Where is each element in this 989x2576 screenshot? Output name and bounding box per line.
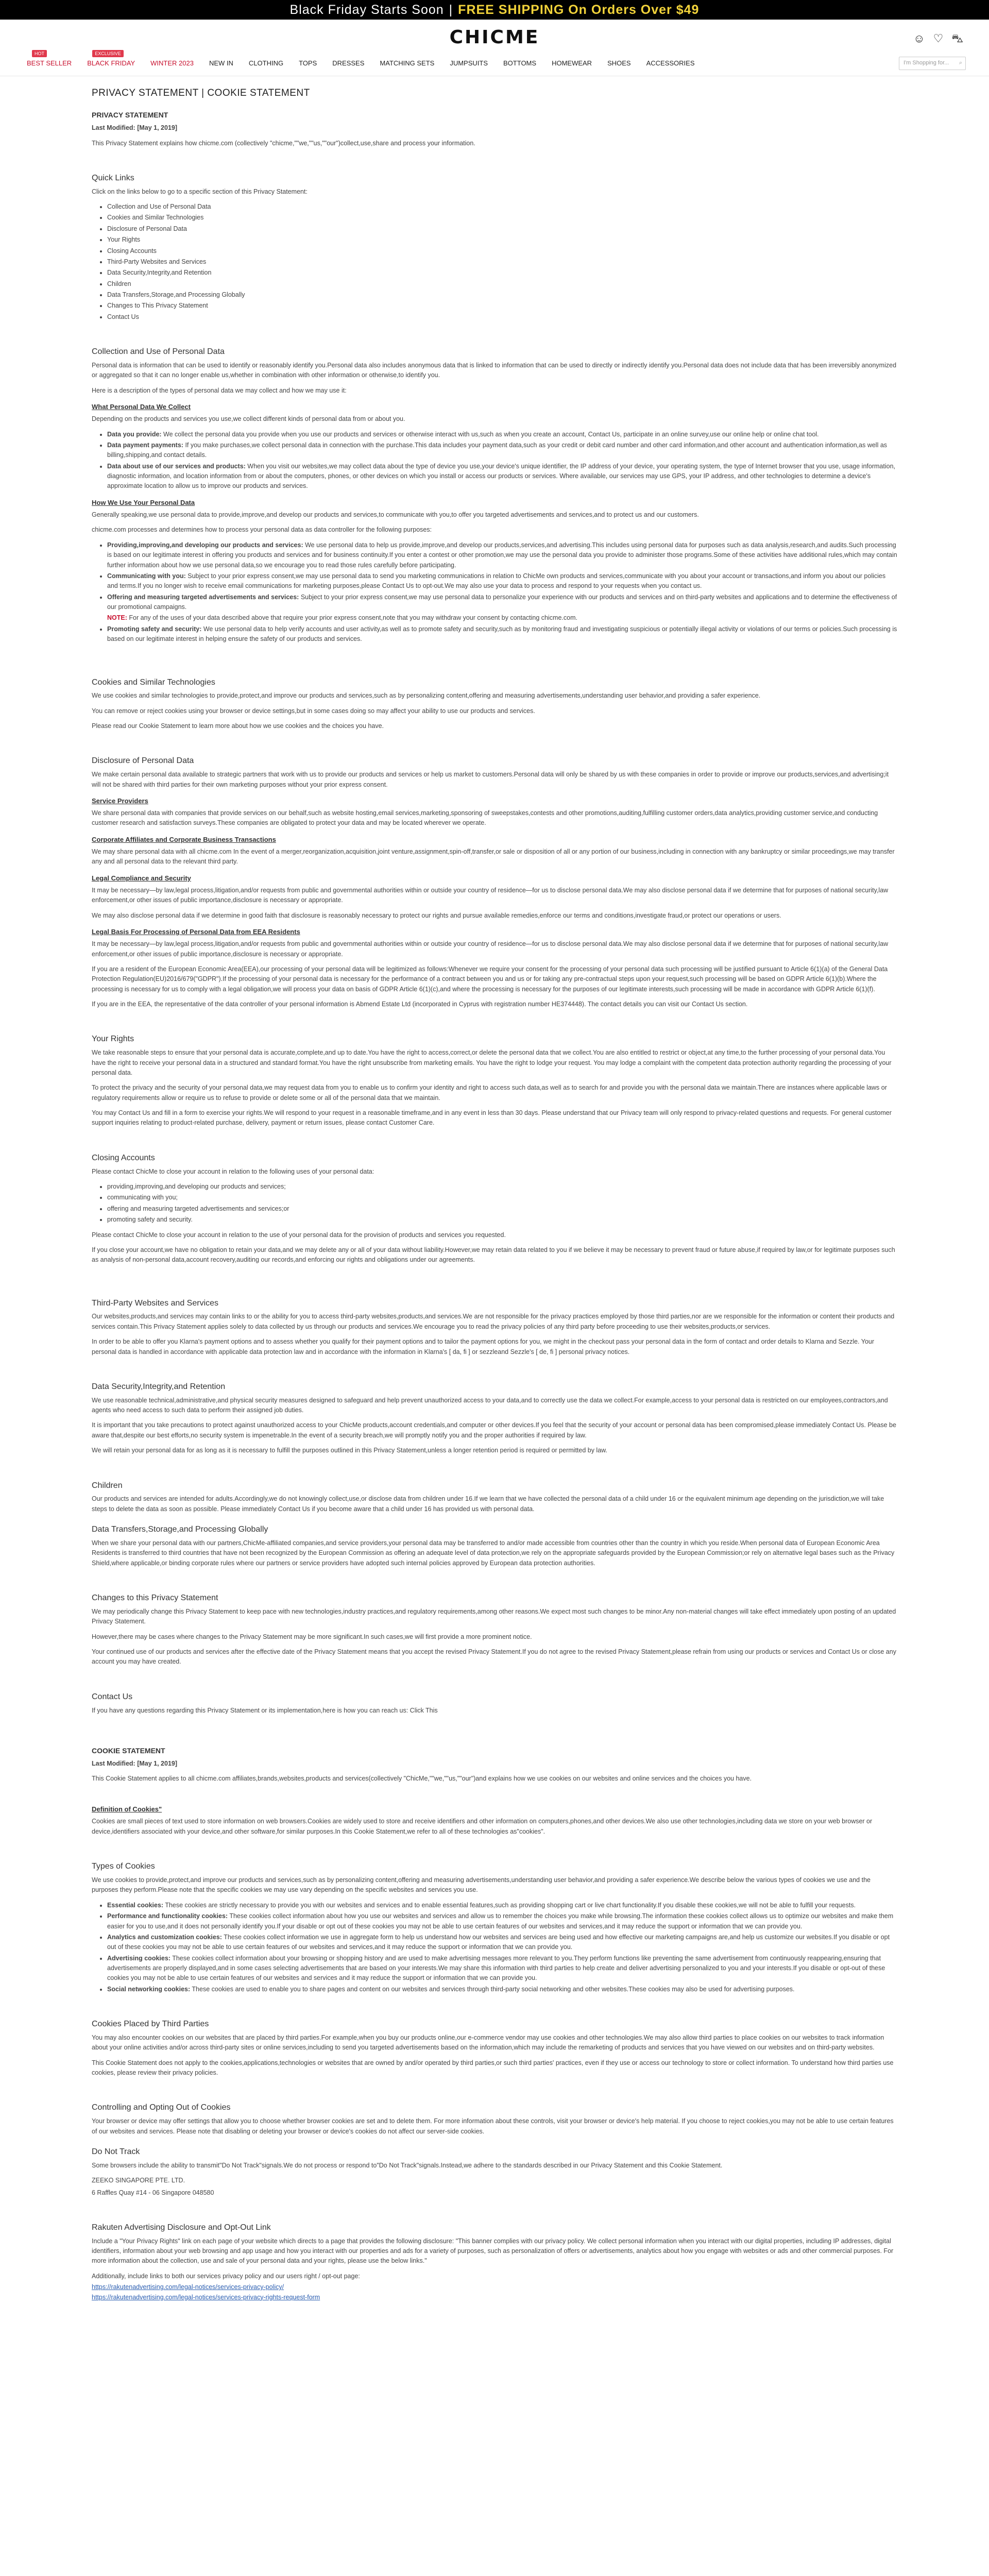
cookie-third-p1: You may also encounter cookies on our websites that are placed by third parties.For example,when you buy our products online,our e-commerce vendor may use cookies and other technologies.We may also allow third parties to place cookies on our websites to track information about your online activities and/or across third-party sites or online services,including to send you targeted advertisements based on the information,which may include the remarketing of products and services that you have viewed on our websites and on third-party websites. (92, 2033, 884, 2052)
eea-title: Legal Basis For Processing of Personal Data from EEA Residents (92, 928, 300, 936)
nav-badge: HOT (32, 50, 47, 57)
cookie-def-p: Cookies are small pieces of text used to store information on web browsers.Cookies are widely used to store and receive identifiers and other information on computers,phones,and other devices.We also use other technologies,including data we store on your web browser or device,identifiers associated with your device,and other software,for similar purposes.In this Cookie Statement,we refer to all of these technologies as"cookies". (92, 1818, 873, 1835)
closing-item: • offering and measuring targeted advertisements and services;or (107, 1204, 897, 1214)
rights-p1: We take reasonable steps to ensure that your personal data is accurate,complete,and up to date.You have the right to access,correct,or delete the personal data that we collect.You are also entitled to restrict or object,at any time,to the further processing of your personal data.You have the right to receive your personal data in a structured and standard format.You have the right unsubscribe from marketing emails. You have the right to lodge your request. You may lodge a complaint with the competent data protection authority regarding the processing of your personal data. (92, 1049, 892, 1076)
security-title: Data Security,Integrity,and Retention (92, 1382, 226, 1391)
cookie-type-item (107, 1901, 897, 1910)
how-item-label: NOTE: (107, 614, 127, 622)
cookie-type-text: These cookies collect information we use in aggregate form to help us understand how our websites and services are being used and how effective our marketing campaigns are,and help us customize our websites.If you disable or opt out of these cookies you may not be able to use certain features of our websites and services,and it may reduce the support or information that we can provide you. (107, 1933, 890, 1951)
site-header (0, 20, 989, 52)
how-item (107, 624, 897, 645)
transfers-p: When we share your personal data with our partners,ChicMe-affiliated companies,and service providers,your personal data may be transferred to and/or made accessible from countries other than the country in which you reside.When personal data of European Economic Area Residents is transferred to third countries that have not been recognized by the European Commission as offering an adequate level of data protection,we rely on the appropriate safeguards provided by the European Commission;or rely on alternative legal bases such as the Privacy Shield,where applicable,or binding corporate rules where our partners or service providers have adopted such internal policies approved by European data protection authorities. (92, 1539, 895, 1567)
cookie-dnt-p: Some browsers include the ability to transmit"Do Not Track"signals.We do not process or respond to"Do Not Track"signals.Instead,we adhere to the standards described in our Privacy Statement and this Cookie Statement. (92, 2161, 723, 2169)
closing-list (107, 1182, 897, 1225)
legal-title: Legal Compliance and Security (92, 874, 191, 882)
nav-item[interactable] (249, 58, 283, 69)
providers-title: Service Providers (92, 796, 148, 805)
cookies-title: Cookies and Similar Technologies (92, 677, 215, 687)
cookie-heading: COOKIE STATEMENT (92, 1746, 165, 1755)
cookie-def-title: Definition of Cookies" (92, 1805, 162, 1814)
how-item (107, 571, 897, 591)
nav-item[interactable] (332, 58, 364, 69)
cookies-p1: We use cookies and similar technologies to provide,protect,and improve our products and services,such as by personalizing content,offering and measuring advertisements,understanding user behavior,and providing a safer experience. (92, 692, 761, 700)
how-list (107, 540, 897, 645)
rakuten-links-intro: Additionally, include links to both our services privacy policy and our users right / opt-out page: (92, 2272, 360, 2280)
rights-p2: To protect the privacy and the security of your personal data,we may request data from you to enable us to confirm your identity and right to access such data,as well as to search for and provide you with the personal data we maintain.There are instances where applicable laws or regulatory requirements allow or require us to refuse to provide or delete some or all of the personal data that we maintain. (92, 1084, 887, 1101)
collection-title: Collection and Use of Personal Data (92, 347, 225, 357)
cookie-type-label: Advertising cookies: (107, 1954, 170, 1962)
cookie-last-modified: Last Modified: [May 1, 2019] (92, 1759, 178, 1767)
security-p1: We use reasonable technical,administrative,and physical security measures designed to safeguard and help prevent unauthorized access to your data,and to correctly use the data we collect.For example,access to your personal data is restricted on our employees,contractors,and agents who need access to such data to perform their assigned job duties. (92, 1396, 888, 1414)
nav-item-label: WINTER 2023 (150, 59, 194, 67)
nav-item[interactable] (380, 58, 434, 69)
what-item-label: Data you provide: (107, 430, 162, 438)
quick-link[interactable]: • Disclosure of Personal Data (107, 224, 897, 234)
changes-p3: Your continued use of our products and services after the effective date of the Privacy Statement means that you accept the revised Privacy Statement.If you do not agree to the revised Privacy Statement,please refrain from using our products or services and Contact Us or close any account you may have created. (92, 1648, 896, 1666)
cookies-p3: Please read our Cookie Statement to learn more about how we use cookies and the choices you have. (92, 722, 384, 730)
breadcrumb: PRIVACY STATEMENT | COOKIE STATEMENT (92, 88, 310, 98)
cookie-type-item (107, 1933, 897, 1953)
nav-item-label: ACCESSORIES (646, 59, 695, 67)
closing-intro: Please contact ChicMe to close your account in relation to the following uses of your personal data: (92, 1167, 374, 1175)
how-item-label: Providing,improving,and developing our products and services: (107, 541, 303, 549)
user-icon[interactable]: ☺ (913, 32, 925, 45)
affiliates-title: Corporate Affiliates and Corporate Business Transactions (92, 835, 276, 843)
closing-item: • providing,improving,and developing our products and services; (107, 1182, 897, 1192)
cookie-dnt-title: Do Not Track (92, 2147, 140, 2156)
nav-item-label: MATCHING SETS (380, 59, 435, 67)
what-item-label: Data payment payments: (107, 441, 183, 449)
changes-p2: However,there may be cases where changes to the Privacy Statement may be more significant.In such cases,we will first provide a more prominent notice. (92, 1633, 532, 1640)
third-p2: In order to be able to offer you Klarna's payment options and to assess whether you qualify for their payment options and to tailor the payment options for you, we might in the checkout pass your personal data in the form of contact and order details to Klarna and Sezzle. Your personal data is handled in accordance with applicable data protection law and in accordance with the information in Klarna's [ da, fi ] or sezzleand Sezzle's [ de, fi ] personal privacy notices. (92, 1338, 875, 1355)
cookie-type-item (107, 1911, 897, 1931)
search-placeholder: I'm Shopping for... (903, 60, 949, 66)
quick-link[interactable]: • Collection and Use of Personal Data (107, 202, 897, 212)
cookie-third-p2: This Cookie Statement does not apply to the cookies,applications,technologies or websites that are owned by and/or operated by third parties,or such third parties' practices, even if they use or access our technology to store or collect information. To understand how third parties use cookies, please review their privacy policies. (92, 2059, 894, 2077)
promo-banner[interactable] (0, 0, 989, 20)
quick-link[interactable]: • Data Transfers,Storage,and Processing Globally (107, 290, 897, 300)
cookie-type-text: These cookies are used to enable you to share pages and content on our websites and services through third-party social networking and other websites.These cookies may also be used for advertising purposes. (190, 1985, 795, 1993)
cookie-type-text: These cookies collect information about how you use our websites and services and allow us to remember the choices you make while browsing.The information these cookies collect allows us to optimize our websites and make them easier for you to use,and it does not personally identify you.If your disable or opt out of these cookies you may not be able to use certain features of our websites and services,and it may reduce the support or information that we can provide you. (107, 1912, 894, 1930)
how-item-text: We use personal data to help verify accounts and user activity,as well as to promote safety and security,such as by monitoring fraud and investigating suspicious or potentially illegal activity or violations of our terms or policies.Such processing is based on our legitimate interest in helping ensure the safety of our products and services. (107, 625, 897, 643)
nav-item-label: CLOTHING (248, 59, 284, 67)
what-title: What Personal Data We Collect (92, 403, 191, 411)
cookie-type-label: Social networking cookies: (107, 1985, 191, 1993)
legal-p1: It may be necessary—by law,legal process,litigation,and/or requests from public and governmental authorities within or outside your country of residence—for us to disclose personal data.We may also disclose personal data if we determine that for purposes of national security,law enforcement,or other issues of public importance,disclosure is necessary or appropriate. (92, 886, 889, 904)
how-item (107, 613, 897, 623)
changes-title: Changes to this Privacy Statement (92, 1594, 218, 1603)
disclosure-title: Disclosure of Personal Data (92, 756, 194, 766)
nav-item-label: SHOES (607, 59, 631, 67)
brand-logo[interactable]: CHICME (449, 27, 540, 48)
promo-separator: | (449, 2, 453, 17)
cookie-types-title: Types of Cookies (92, 1862, 155, 1871)
eea-p2: If you are a resident of the European Economic Area(EEA),our processing of your personal data will be legitimized as follows:Whenever we require your consent for the processing of your personal data such processing will be justified pursuant to Article 6(1)(a) of the General Data Protection Regulation(EU)2016/679("GDPR").If the processing of your personal data is necessary for the performance of a contract between you and us or for taking any pre-contractual steps upon your request,such processing will be based on GDPR Article 6(1)(b).Where the processing is necessary for us to comply with a legal obligation,we will process your data on basis of GDPR Article 6(1)(c),and where the processing is necessary for the purposes of our legitimate interests,such processing will be made in accordance with GDPR Article 6(1)(f). (92, 965, 888, 993)
closing-item: • promoting safety and security. (107, 1215, 897, 1225)
quick-link[interactable]: • Contact Us (107, 312, 897, 322)
header-icons (913, 30, 963, 47)
cookie-type-item (107, 1954, 897, 1984)
third-p1: Our websites,products,and services may contain links to or the ability for you to access third-party websites,products,and services.We are not responsible for the privacy practices employed by those third parties,nor are we responsible for the information or content their products and services contain.This Privacy Statement applies solely to data collected by us through our products and services.We encourage you to read the privacy policies of any third party before proceeding to use their websites,products,or services. (92, 1313, 895, 1330)
company-address: 6 Raffles Quay #14 - 06 Singapore 048580 (92, 2189, 214, 2196)
nav-item-label: HOMEWEAR (552, 59, 592, 67)
privacy-intro: This Privacy Statement explains how chicme.com (collectively "chicme,""we,""us,""our")collect,use,share and process your information. (92, 139, 475, 147)
cookie-type-text: These cookies collect information about your browsing or shopping history and are used to make advertising messages more relevant to you.They perform functions like preventing the same advertisement from continuously reappearing,ensuring that advertisements are properly displayed,and in some cases selecting advertisements that are based on your interests.We may share this information with third parties to help create and deliver advertising personalized to you and your interests.If you disable or opt-out of these cookies you may not be able to use certain features of our websites and services and it may reduce the support or information that we can provide you. (107, 1954, 885, 1982)
cookies-p2: You can remove or reject cookies using your browser or device settings,but in some cases doing so may affect your ability to use our products and services. (92, 707, 535, 715)
quick-link[interactable]: • Children (107, 279, 897, 289)
cookie-type-item (107, 1985, 897, 1994)
nav-item[interactable] (552, 58, 592, 69)
cookie-types-list (107, 1901, 897, 1994)
nav-item[interactable] (607, 58, 631, 69)
quick-link[interactable]: • Cookies and Similar Technologies (107, 213, 897, 223)
nav-item[interactable] (150, 58, 194, 69)
what-item-text: We collect the personal data you provide when you use our products and services or otherwise interact with us,such as when you create an account, Contact Us, participate in an online survey,use our online help or online chat tool. (161, 430, 819, 438)
nav-item[interactable] (87, 51, 135, 69)
cookie-third-title: Cookies Placed by Third Parties (92, 2020, 209, 2029)
nav-item[interactable] (646, 58, 695, 69)
rights-title: Your Rights (92, 1035, 134, 1044)
how-item-text: We use personal data to help us provide,improve,and develop our products,services,and advertising.This includes using personal data for purposes such as data analysis,research,and audits.Such processing is based on our legitimate interest in offering you products and services and for business continuity.If you enter a contest or other promotion,we may use the personal data you provide to administer those programs.Some of these activities have additional rules,which may contain further information about how we use personal data,so we encourage you to read those rules carefully before participating. (107, 541, 897, 569)
privacy-heading: PRIVACY STATEMENT (92, 111, 168, 120)
quick-links-list (107, 202, 897, 322)
nav-item-label: BOTTOMS (503, 59, 537, 67)
closing-item: • communicating with you; (107, 1193, 897, 1202)
closing-title: Closing Accounts (92, 1153, 155, 1162)
contact-title: Contact Us (92, 1692, 133, 1701)
security-p2: It is important that you take precautions to protect against unauthorized access to your ChicMe products,account credentials,and computer or other devices.If you feel that the security of your account or personal data has been compromised,please immediately Contact Us. Please be aware that,despite our best efforts,no security system is impenetrable.In the event of a security breach,we will promptly notify you and the proper authorities if required by law. (92, 1421, 896, 1439)
nav-item-label: JUMPSUITS (450, 59, 488, 67)
cookie-controlling-title: Controlling and Opting Out of Cookies (92, 2103, 231, 2112)
main-nav (0, 52, 989, 76)
providers-p: We share personal data with companies that provide services on our behalf,such as website hosting,email services,marketing,sponsoring of sweepstakes,contests and other promotions,auditing,fulfilling customer orders,data analytics,providing customer service,and conducting customer research and satisfaction surveys.These companies are obligated to protect your data and may be located wherever we operate. (92, 809, 878, 827)
eea-p1: It may be necessary—by law,legal process,litigation,and/or requests from public and governmental authorities within or outside your country of residence—for us to disclose personal data.We may also disclose personal data if we determine that for purposes of national security,law enforcement,or other issues of public importance,disclosure is necessary or appropriate. (92, 940, 889, 958)
eea-p3: If you are in the EEA, the representative of the data controller of your personal information is Abmend Estate Ltd (incorporated in Cyprus with registration number HE374448). The contact details you can visit our Contact Us section. (92, 1001, 748, 1008)
transfers-title: Data Transfers,Storage,and Processing Globally (92, 1525, 268, 1534)
how-item-label: Offering and measuring targeted advertisements and services: (107, 593, 299, 601)
policy-content (92, 76, 897, 2302)
changes-p1: We may periodically change this Privacy Statement to keep pace with new technologies,industry practices,and regulatory requirements,among other reasons.We expect most such changes to be minor.Any non-material changes will take effect immediately upon posting of an updated Privacy Statement. (92, 1607, 896, 1625)
what-item (107, 462, 897, 492)
rights-p3: You may Contact Us and fill in a form to exercise your rights.We will respond to your request in a reasonable timeframe,and in any event in less than 30 days. Please understand that our Privacy team will only respond to privacy-related questions and requests. For general customer support inquiries relating to product-related purchase, delivery, payment or return issues, please contact Customer Care. (92, 1109, 892, 1127)
closing-p3: If you close your account,we have no obligation to retain your data,and we may delete any or all of your data without liability.However,we may retain data related to you if we believe it may be necessary to prevent fraud or future abuse,if required by law,or for legitimate purposes such as analysis of non-personal data,account recovery,auditing our records,and enforcing our rights and obligations under our agreements. (92, 1246, 895, 1264)
third-title: Third-Party Websites and Services (92, 1298, 219, 1308)
what-item-label: Data about use of our services and products: (107, 462, 246, 470)
search-input[interactable] (899, 57, 966, 70)
quick-link[interactable]: • Data Security,Integrity,and Retention (107, 268, 897, 278)
nav-item-label: NEW IN (209, 59, 233, 67)
rakuten-link-2[interactable]: https://rakutenadvertising.com/legal-notices/services-privacy-rights-request-form (92, 2293, 320, 2301)
cookie-controlling-p: Your browser or device may offer settings that allow you to choose whether browser cookies are set and to delete them. For more information about these controls, visit your browser or device's help material. If you choose to reject cookies,you may not be able to use certain features of our websites and services. Please note that disabling or deleting your browser or device's cookies do not affect our server-side cookies. (92, 2117, 894, 2135)
nav-item[interactable] (299, 58, 317, 69)
how-item-label: Promoting safety and security: (107, 625, 202, 633)
nav-item-label: DRESSES (332, 59, 365, 67)
cookie-intro: This Cookie Statement applies to all chicme.com affiliates,brands,websites,products and services(collectively "ChicMe,""we,""us,""our")and explains how we use cookies on our websites and online services and the choices you have. (92, 1774, 752, 1782)
closing-p2: Please contact ChicMe to close your account in relation to the use of your personal data for the provision of products and services you requested. (92, 1231, 506, 1239)
nav-item[interactable] (27, 51, 72, 69)
cookie-types-p: We use cookies to provide,protect,and improve our products and services,such as by personalizing content,offering and measuring advertisements,understanding user behavior,and providing a safer experience.We describe below the various types of cookies we use and the purposes they perform.Please note that the specific cookies we may use vary depending on the specific websites and services you use. (92, 1876, 871, 1894)
contact-p[interactable]: If you have any questions regarding this Privacy Statement or its implementation,here is how you can reach us: Click This (92, 1706, 438, 1714)
nav-item-label: BLACK FRIDAY (87, 59, 135, 67)
how-p1: Generally speaking,we use personal data to provide,improve,and develop our products and services,to communicate with you,to offer you targeted advertisements and services,and to protect us and our customers. (92, 511, 699, 518)
wishlist-icon[interactable]: ♡ (933, 32, 944, 45)
how-item (107, 540, 897, 570)
what-item (107, 430, 897, 439)
collection-p2: Here is a description of the types of personal data we may collect and how we may use it: (92, 386, 347, 394)
nav-item-label: BEST SELLER (27, 59, 72, 67)
what-intro: Depending on the products and services you use,we collect different kinds of personal data from or about you. (92, 415, 405, 423)
what-item-text: When you visit our websites,we may collect data about the type of device you use,your device's unique identifier, the IP address of your device, your operating system, the type of Internet browser that you use, usage information, diagnostic information, and location information from or about the computers, phones, or other devices on which you install or access our products or services. Where available, our services may use GPS, your IP address, and other technologies to determine a device's approximate location to allow us to improve our products and services. (107, 462, 895, 490)
disclosure-p1: We make certain personal data available to strategic partners that work with us to provide our products and services or help us market to customers.Personal data will only be shared by us with these companies in order to provide or improve our products,services,and advertising;it will not be shared with third parties for their own marketing purposes without your prior express consent. (92, 771, 889, 788)
company-name: ZEEKO SINGAPORE PTE. LTD. (92, 2177, 185, 2184)
children-p: Our products and services are intended for adults.Accordingly,we do not knowingly collect,use,or disclose data from children under 16.If we learn that we have collected the personal data of a child under 16 or the equivalent minimum age depending on the jurisdiction,we will take steps to delete the data as soon as possible. Please immediately Contact Us if you become aware that a child under 16 has provided us with personal data. (92, 1495, 884, 1513)
quick-link[interactable]: • Changes to This Privacy Statement (107, 301, 897, 311)
nav-badge: EXCLUSIVE (92, 50, 124, 57)
how-item-text: Subject to your prior express consent,we may use personal data to personalize your experience with our products and services and on third-party websites and applications and to determine the effectiveness of our promotional campaigns. (107, 593, 897, 611)
how-item-label: Communicating with you: (107, 572, 186, 580)
how-item-text: For any of the uses of your data described above that require your prior express consent,note that you may withdraw your consent by contacting chicme.com. (127, 614, 577, 622)
cookie-type-text: These cookies are strictly necessary to provide you with our websites and services and to enable essential features,such as providing shopping cart or live chart functionality.If you disable these cookies,we will not be able to fulfill your requests. (163, 1901, 856, 1909)
security-p3: We will retain your personal data for as long as it is necessary to fulfill the purposes outlined in this Privacy Statement,unless a longer retention period is required or permitted by law. (92, 1447, 607, 1454)
rakuten-link-1[interactable]: https://rakutenadvertising.com/legal-notices/services-privacy-policy/ (92, 2283, 284, 2291)
how-title: How We Use Your Personal Data (92, 498, 195, 506)
children-title: Children (92, 1481, 123, 1490)
cookie-type-label: Analytics and customization cookies: (107, 1933, 222, 1941)
nav-item[interactable] (503, 58, 536, 69)
how-item-text: Subject to your prior express consent,we may use personal data to send you marketing communications in relation to ChicMe own products and services,communicate with you about your account or transactions,and inform you about our policies and terms.If you no longer wish to receive email communications for marketing purposes,please Contact Us to opt-out.We may also use your data to process and respond to your requests when you contact us. (107, 572, 886, 590)
affiliates-p: We may share personal data with all chicme.com In the event of a merger,reorganization,acquisition,joint venture,assignment,spin-off,transfer,or sale or disposition of all or any portion of our business,including in connection with any bankruptcy or similar proceedings,we may transfer any and all personal data to the relevant third party. (92, 848, 895, 866)
promo-right: FREE SHIPPING On Orders Over $49 (458, 2, 700, 17)
cookie-type-label: Performance and functionality cookies: (107, 1912, 228, 1920)
nav-item-label: TOPS (299, 59, 317, 67)
nav-item[interactable] (450, 58, 488, 69)
rakuten-title: Rakuten Advertising Disclosure and Opt-Out Link (92, 2223, 271, 2232)
quick-link[interactable]: • Your Rights (107, 235, 897, 245)
cart-icon[interactable]: ⛍ (951, 32, 963, 45)
quick-link[interactable]: • Third-Party Websites and Services (107, 257, 897, 267)
rakuten-p: Include a "Your Privacy Rights" link on each page of your website which directs to a page that provides the following disclosure: "This banner complies with our privacy policy. We collect personal information when you interact with our digital properties, including IP addresses, digital identifiers, information about your web browsing and app usage and how you interact with our properties and ads for a variety of purposes, such as personalization of offers or advertisements, analytics about how you engage with websites or ads and other commercial purposes. For more information about the collection, use and sale of your personal data and your rights, please use the below links." (92, 2237, 894, 2265)
privacy-last-modified: Last Modified: [May 1, 2019] (92, 124, 178, 132)
what-item (107, 440, 897, 461)
collection-p1: Personal data is information that can be used to identify or reasonably identify you.Personal data also includes anonymous data that is linked to information that can be used to directly or indirectly identify you.Personal data does not include data that has been irreversibly anonymized or aggregated so that it can no longer enable us,whether in combination with other information or otherwise,to identify you. (92, 361, 897, 379)
quick-link[interactable]: • Closing Accounts (107, 246, 897, 256)
what-item-text: If you make purchases,we collect personal data in connection with the purchase.This data includes your payment data,such as your credit or debit card number and other card information,and other account and authentication information,as well as billing,shipping,and contact details. (107, 441, 888, 459)
search-icon[interactable]: ⌕ (959, 60, 962, 66)
what-list (107, 430, 897, 492)
promo-left: Black Friday Starts Soon (289, 2, 444, 17)
nav-item[interactable] (209, 58, 233, 69)
quick-links-title: Quick Links (92, 173, 134, 182)
how-p2: chicme.com processes and determines how to process your personal data as data controller for the following purposes: (92, 526, 432, 534)
how-item (107, 592, 897, 613)
quick-links-intro: Click on the links below to go to a specific section of this Privacy Statement: (92, 188, 308, 195)
legal-p2: We may also disclose personal data if we determine in good faith that disclosure is reasonably necessary to protect our rights and pursue available remedies,enforce our terms and conditions,investigate fraud,or protect our operations or users. (92, 911, 781, 919)
cookie-type-label: Essential cookies: (107, 1901, 164, 1909)
